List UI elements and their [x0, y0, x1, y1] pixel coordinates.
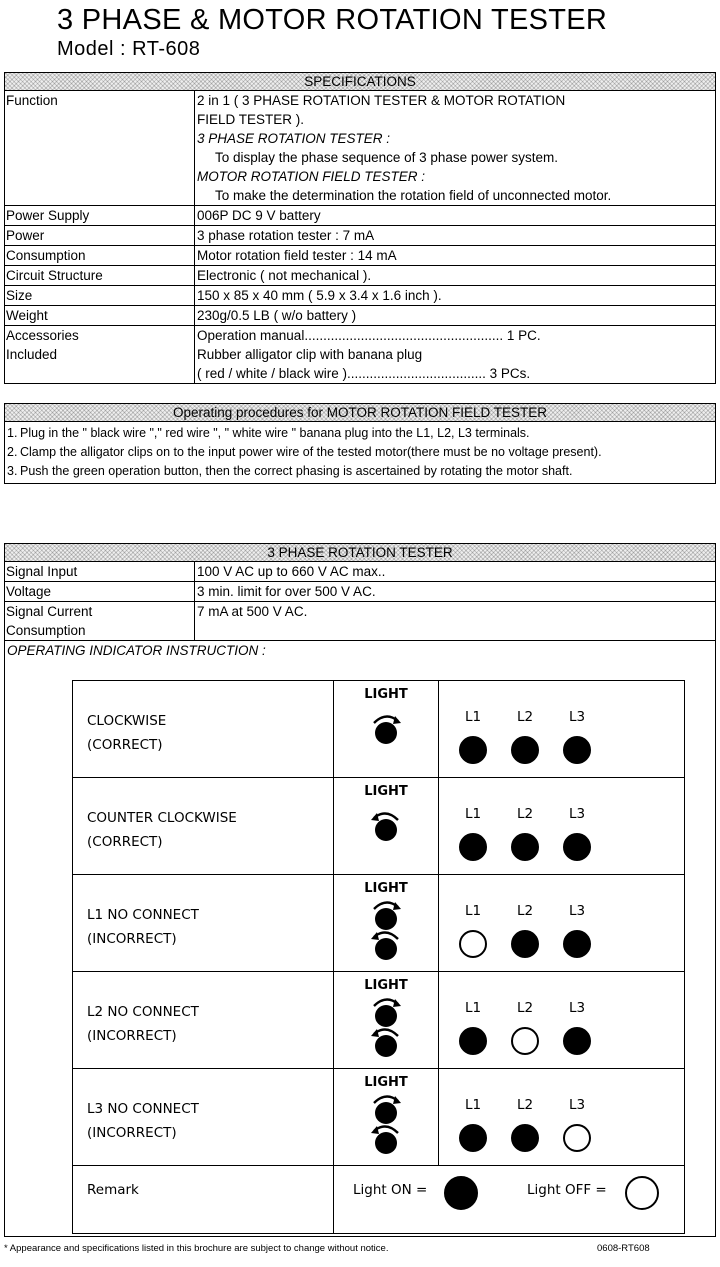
- spec-label: Consumption: [5, 246, 195, 265]
- step-text: Plug in the " black wire "," red wire ", " white wire " banana plug into the L1, L2, L3 terminals.: [20, 426, 530, 440]
- phase-label: L1: [464, 903, 482, 919]
- step-text: Push the green operation button, then the correct phasing is ascertained by rotating the motor shaft.: [20, 464, 573, 478]
- phase-label: L3: [568, 1000, 586, 1016]
- condition-text: L2 NO CONNECT: [87, 1004, 199, 1020]
- operating-indicator-heading: OPERATING INDICATOR INSTRUCTION :: [7, 643, 266, 658]
- current-label: Consumption: [6, 623, 86, 638]
- procedure-step: [7, 462, 715, 481]
- lamp-on-indicator: [459, 1027, 487, 1055]
- light-cell: [334, 778, 439, 875]
- indicator-condition: [73, 972, 334, 1069]
- condition-status: (CORRECT): [87, 737, 163, 753]
- indicator-row: [73, 1069, 685, 1166]
- phase-label: L3: [568, 1097, 586, 1113]
- procedure-step: [7, 443, 715, 462]
- lamp-on-indicator: [511, 833, 539, 861]
- accessory-line: Operation manual..................................................... 1 PC.: [197, 328, 541, 343]
- lamp-on-indicator: [511, 736, 539, 764]
- spec-row: [5, 226, 715, 246]
- lamp-on-indicator: [563, 1027, 591, 1055]
- condition-status: (INCORRECT): [87, 1028, 177, 1044]
- lamp-on-indicator: [459, 1124, 487, 1152]
- light-cell: [334, 972, 439, 1069]
- function-subheading: MOTOR ROTATION FIELD TESTER :: [197, 169, 426, 184]
- spec-label: Circuit Structure: [5, 266, 195, 285]
- lamp-off-indicator: [511, 1027, 539, 1055]
- phase-label: L3: [568, 903, 586, 919]
- accessory-line: Rubber alligator clip with banana plug: [197, 347, 423, 362]
- spec-label: Weight: [5, 306, 195, 325]
- light-on-label: Light ON =: [353, 1182, 428, 1198]
- step-number: 2.: [7, 445, 18, 459]
- spec-value: Electronic ( not mechanical ).: [197, 268, 372, 283]
- indicator-row: [73, 875, 685, 972]
- spec-row-accessories: [5, 326, 715, 383]
- spec-label: Power: [5, 226, 195, 245]
- procedure-step: [7, 424, 715, 443]
- lamp-on-indicator: [563, 833, 591, 861]
- condition-text: CLOCKWISE: [87, 713, 167, 729]
- spec-value: [195, 91, 715, 205]
- lamp-on-indicator: [563, 930, 591, 958]
- phase-label: L2: [516, 1000, 534, 1016]
- spec-row: [5, 206, 715, 226]
- indicator-row: [73, 972, 685, 1069]
- spec-value: 150 x 85 x 40 mm ( 5.9 x 3.4 x 1.6 inch ).: [197, 288, 442, 303]
- spec-value: [195, 326, 715, 383]
- light-cell: [334, 875, 439, 972]
- light-off-icon: [625, 1176, 659, 1210]
- phase-label: L2: [516, 709, 534, 725]
- page-title: 3 PHASE & MOTOR ROTATION TESTER: [57, 4, 608, 36]
- phase-label: L2: [516, 903, 534, 919]
- lamp-off-indicator: [459, 930, 487, 958]
- remark-legend: [334, 1166, 685, 1234]
- spec-label: [5, 326, 195, 383]
- spec-value: Motor rotation field tester : 14 mA: [197, 248, 397, 263]
- condition-status: (CORRECT): [87, 834, 163, 850]
- procedures-header: Operating procedures for MOTOR ROTATION FIELD TESTER: [5, 404, 715, 422]
- phase-label: L1: [464, 1097, 482, 1113]
- counterclockwise-arrow-lamp-icon: [370, 1121, 404, 1159]
- phase-label: L3: [568, 806, 586, 822]
- accessory-line: ( red / white / black wire )..................................... 3 PCs.: [197, 366, 531, 381]
- spec-row: [5, 266, 715, 286]
- phase-label: L2: [516, 1097, 534, 1113]
- tester-row: [5, 562, 715, 582]
- function-line: FIELD TESTER ).: [197, 112, 305, 127]
- spec-row: [5, 306, 715, 326]
- tester-header: 3 PHASE ROTATION TESTER: [5, 544, 715, 562]
- light-label: LIGHT: [364, 687, 408, 702]
- condition-status: (INCORRECT): [87, 1125, 177, 1141]
- counterclockwise-arrow-lamp-icon: [370, 1024, 404, 1062]
- indicator-condition: [73, 875, 334, 972]
- counterclockwise-arrow-lamp-icon: [370, 927, 404, 965]
- condition-text: L3 NO CONNECT: [87, 1101, 199, 1117]
- phase-lamps-cell: [439, 778, 685, 875]
- tester-label: Signal Input: [5, 562, 195, 581]
- function-subheading: 3 PHASE ROTATION TESTER :: [197, 131, 391, 146]
- spec-row-function: [5, 91, 715, 206]
- lamp-on-indicator: [459, 736, 487, 764]
- lamp-off-indicator: [563, 1124, 591, 1152]
- function-line: To display the phase sequence of 3 phase power system.: [215, 150, 558, 165]
- light-cell: [334, 1069, 439, 1166]
- accessories-label: Included: [6, 347, 58, 362]
- light-off-label: Light OFF =: [527, 1182, 607, 1198]
- light-label: LIGHT: [364, 881, 408, 896]
- step-number: 1.: [7, 426, 18, 440]
- phase-label: L1: [464, 806, 482, 822]
- lamp-on-indicator: [511, 930, 539, 958]
- indicator-condition: [73, 778, 334, 875]
- spec-value: 3 phase rotation tester : 7 mA: [197, 228, 375, 243]
- tester-value: 7 mA at 500 V AC.: [197, 604, 308, 619]
- light-label: LIGHT: [364, 1075, 408, 1090]
- lamp-on-indicator: [459, 833, 487, 861]
- lamp-on-indicator: [563, 736, 591, 764]
- tester-row: [5, 582, 715, 602]
- spec-row: [5, 246, 715, 266]
- lamp-on-indicator: [511, 1124, 539, 1152]
- spec-value: 006P DC 9 V battery: [197, 208, 321, 223]
- light-cell: [334, 681, 439, 778]
- phase-lamps-cell: [439, 972, 685, 1069]
- function-line: To make the determination the rotation field of unconnected motor.: [215, 188, 612, 203]
- specifications-header: SPECIFICATIONS: [5, 73, 715, 91]
- indicator-row: [73, 681, 685, 778]
- spec-label: Function: [5, 91, 195, 205]
- phase-label: L1: [464, 1000, 482, 1016]
- accessories-label: Accessories: [6, 328, 79, 343]
- procedures-box: [4, 403, 716, 484]
- tester-value: 3 min. limit for over 500 V AC.: [197, 584, 376, 599]
- light-label: LIGHT: [364, 978, 408, 993]
- phase-lamps-cell: [439, 875, 685, 972]
- condition-text: L1 NO CONNECT: [87, 907, 199, 923]
- phase-label: L2: [516, 806, 534, 822]
- condition-text: COUNTER CLOCKWISE: [87, 810, 237, 826]
- spec-label: Size: [5, 286, 195, 305]
- indicator-condition: [73, 1069, 334, 1166]
- phase-label: L3: [568, 709, 586, 725]
- remark-label: Remark: [73, 1166, 334, 1234]
- indicator-table: [72, 680, 685, 1234]
- function-line: 2 in 1 ( 3 PHASE ROTATION TESTER & MOTOR ROTATION: [197, 93, 566, 108]
- document-code: 0608-RT608: [597, 1243, 650, 1254]
- indicator-condition: [73, 681, 334, 778]
- light-label: LIGHT: [364, 784, 408, 799]
- tester-label: [5, 602, 195, 640]
- condition-status: (INCORRECT): [87, 931, 177, 947]
- procedure-steps: [5, 422, 715, 483]
- phase-lamps-cell: [439, 681, 685, 778]
- phase-label: L1: [464, 709, 482, 725]
- model-number: Model : RT-608: [57, 38, 201, 60]
- step-number: 3.: [7, 464, 18, 478]
- remark-row: [73, 1166, 685, 1234]
- specifications-table: [4, 72, 716, 384]
- step-text: Clamp the alligator clips on to the input power wire of the tested motor(there must be no voltage present).: [20, 445, 602, 459]
- tester-value: 100 V AC up to 660 V AC max..: [197, 564, 386, 579]
- indicator-row: [73, 778, 685, 875]
- current-label: Signal Current: [6, 604, 93, 619]
- tester-label: Voltage: [5, 582, 195, 601]
- tester-row: [5, 602, 715, 641]
- spec-value: 230g/0.5 LB ( w/o battery ): [197, 308, 357, 323]
- light-on-icon: [444, 1176, 478, 1210]
- phase-lamps-cell: [439, 1069, 685, 1166]
- clockwise-arrow-lamp-icon: [370, 711, 404, 749]
- spec-row: [5, 286, 715, 306]
- footnote: * Appearance and specifications listed in this brochure are subject to change without notice.: [4, 1243, 389, 1254]
- spec-label: Power Supply: [5, 206, 195, 225]
- counterclockwise-arrow-lamp-icon: [370, 808, 404, 846]
